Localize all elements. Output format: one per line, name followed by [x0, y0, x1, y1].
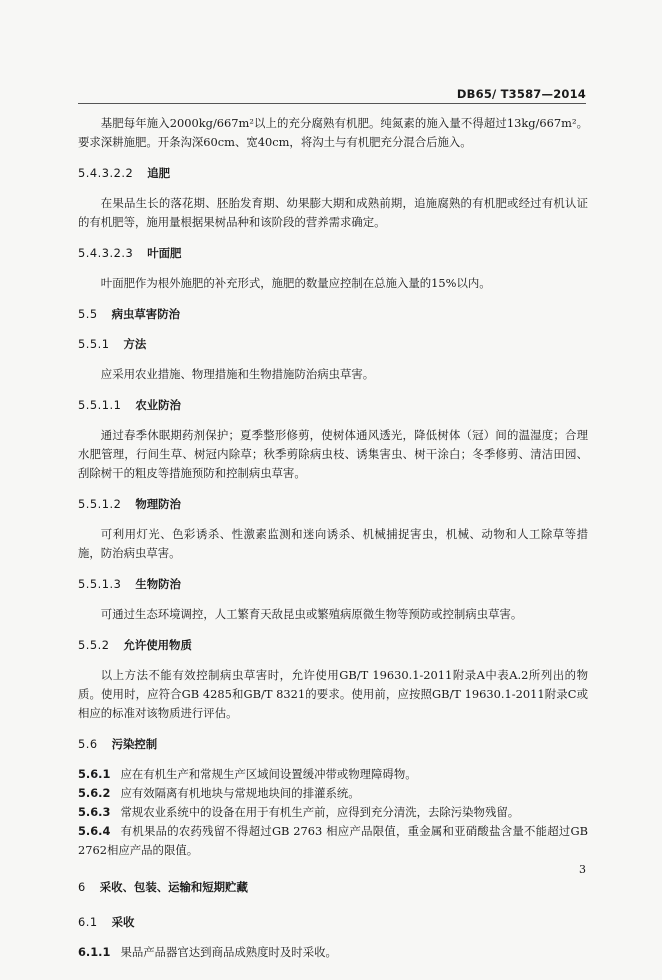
paragraph-physical-control: 可利用灯光、色彩诱杀、性激素监测和迷向诱杀、机械捕捉害虫，机械、动物和人工除草等措施，防治病虫草害。 [78, 527, 588, 560]
section-number: 5.4.3.2.3 [78, 246, 134, 260]
section-heading-5-5-2 [78, 636, 588, 655]
section-title: 物理防治 [135, 497, 181, 511]
paragraph-agricultural-control: 通过春季休眠期药剂保护；夏季整形修剪，使树体通风透光，降低树体（冠）间的温湿度；合理水肥管理，行间生草、树冠内除草；秋季剪除病虫枝、诱集害虫、树干涂白；冬季修剪、清洁田园、刮除树干的粗皮等措施预防和控制病虫草害。 [78, 428, 588, 480]
item-number: 5.6.2 [78, 786, 111, 800]
section-heading-5-5-1-1 [78, 396, 588, 415]
page-content [78, 114, 588, 980]
section-title: 方法 [123, 337, 147, 351]
item-number: 5.6.4 [78, 824, 111, 838]
item-number: 5.6.1 [78, 767, 111, 781]
list-item [78, 943, 588, 962]
section-title: 追肥 [147, 166, 171, 180]
section-title: 采收 [111, 915, 135, 929]
section-heading-5-5 [78, 305, 588, 324]
section-heading-5-5-1-3 [78, 575, 588, 594]
section-title: 叶面肥 [147, 246, 182, 260]
section-title: 生物防治 [135, 577, 181, 591]
list-item [78, 765, 588, 784]
chapter-heading-6 [78, 878, 588, 897]
section-title: 允许使用物质 [123, 638, 192, 652]
section-heading-6-1 [78, 913, 588, 932]
harvest-list [78, 943, 588, 962]
section-number: 5.5.1.2 [78, 497, 122, 511]
paragraph-foliar-fertilizer: 叶面肥作为根外施肥的补充形式，施肥的数量应控制在总施入量的15%以内。 [100, 276, 491, 290]
document-code: DB65/ T3587—2014 [456, 87, 586, 101]
item-text: 应有效隔离有机地块与常规地块间的排灌系统。 [120, 786, 360, 800]
section-heading-5-4-3-2-3 [78, 244, 588, 263]
paragraph-base-fertilizer: 基肥每年施入2000kg/667m²以上的充分腐熟有机肥。纯氮素的施入量不得超过13kg/667m²。要求深耕施肥。开条沟深60cm、宽40cm，将沟土与有机肥充分混合后施入。 [78, 116, 588, 149]
section-heading-5-6 [78, 735, 588, 754]
item-text: 应在有机生产和常规生产区域间设置缓冲带或物理障碍物。 [120, 767, 417, 781]
item-text: 常规农业系统中的设备在用于有机生产前，应得到充分清洗，去除污染物残留。 [120, 805, 520, 819]
section-heading-5-5-1 [78, 335, 588, 354]
paragraph-methods: 应采用农业措施、物理措施和生物措施防治病虫草害。 [100, 367, 375, 381]
section-title: 农业防治 [135, 398, 181, 412]
item-text: 果品产品器官达到商品成熟度时及时采收。 [120, 945, 337, 959]
section-heading-5-4-3-2-2 [78, 164, 588, 183]
item-number: 5.6.3 [78, 805, 111, 819]
section-number: 5.6 [78, 737, 98, 751]
list-item [78, 822, 588, 860]
chapter-title: 采收、包装、运输和短期贮藏 [99, 880, 248, 894]
section-number: 5.5.1 [78, 337, 110, 351]
section-title: 病虫草害防治 [111, 307, 180, 321]
section-number: 6.1 [78, 915, 98, 929]
item-text: 有机果品的农药残留不得超过GB 2763 相应产品限值，重金属和亚硝酸盐含量不能超过GB 2762相应产品的限值。 [78, 824, 588, 857]
list-item [78, 803, 588, 822]
section-heading-5-5-1-2 [78, 495, 588, 514]
paragraph-permitted-substances: 以上方法不能有效控制病虫草害时，允许使用GB/T 19630.1-2011附录A中表A.2所列出的物质。使用时，应符合GB 4285和GB/T 8321的要求。使用前，应按照GB/T 19630.1-2011附录C或相应的标准对该物质进行评估。 [78, 668, 588, 720]
section-number: 5.5.1.1 [78, 398, 122, 412]
section-number: 5.5.1.3 [78, 577, 122, 591]
list-item [78, 784, 588, 803]
section-title: 污染控制 [111, 737, 158, 751]
chapter-number: 6 [78, 880, 86, 894]
header-divider [78, 103, 586, 104]
section-number: 5.4.3.2.2 [78, 166, 134, 180]
section-number: 5.5 [78, 307, 98, 321]
paragraph-top-dressing: 在果品生长的落花期、胚胎发育期、幼果膨大期和成熟前期，追施腐熟的有机肥或经过有机认证的有机肥等，施用量根据果树品种和该阶段的营养需求确定。 [78, 196, 588, 229]
paragraph-biological-control: 可通过生态环境调控，人工繁育天敌昆虫或繁殖病原微生物等预防或控制病虫草害。 [100, 607, 523, 621]
pollution-control-list [78, 765, 588, 860]
section-number: 5.5.2 [78, 638, 110, 652]
page-number: 3 [579, 863, 586, 876]
item-number: 6.1.1 [78, 945, 111, 959]
